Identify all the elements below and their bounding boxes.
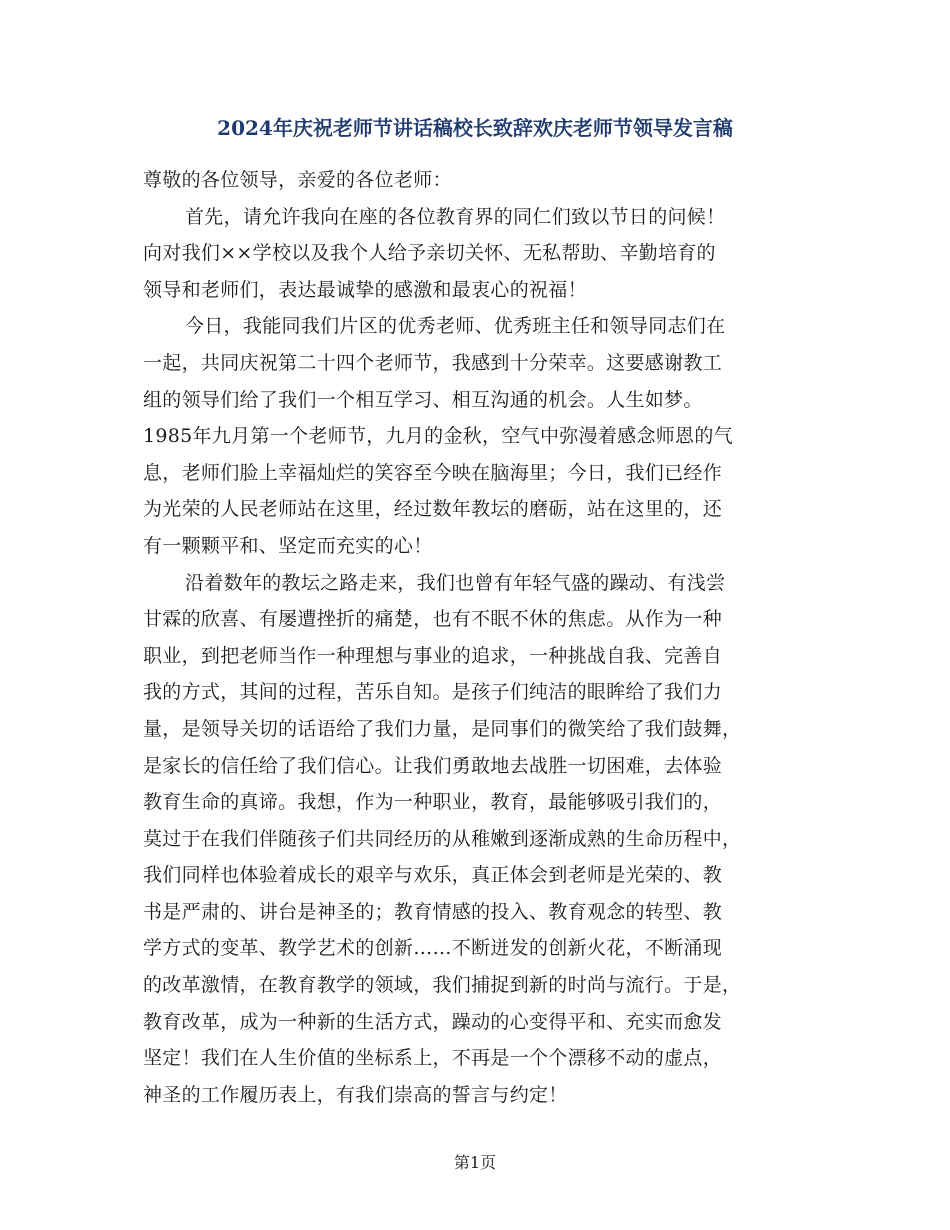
salutation-line: 尊敬的各位领导，亲爱的各位老师：	[143, 169, 452, 191]
paragraph-line: 的改革激情，在教育教学的领域，我们捕捉到新的时尚与流行。于是，	[143, 974, 742, 997]
paragraph-line: 甘霖的欣喜、有屡遭挫折的痛楚，也有不眠不休的焦虑。从作为一种	[143, 608, 723, 631]
paragraph-line: 莫过于在我们伴随孩子们共同经历的从稚嫩到逐渐成熟的生命历程中，	[143, 827, 742, 850]
paragraph-line: 首先，请允许我向在座的各位教育界的同仁们致以节日的问候！	[185, 205, 726, 228]
paragraph-line: 神圣的工作履历表上，有我们崇高的誓言与约定！	[143, 1083, 568, 1106]
paragraph-line: 量，是领导关切的话语给了我们力量，是同事们的微笑给了我们鼓舞，	[143, 717, 742, 740]
paragraph-line: 今日，我能同我们片区的优秀老师、优秀班主任和领导同志们在	[185, 315, 726, 338]
paragraph-line: 组的领导们给了我们一个相互学习、相互沟通的机会。人生如梦。	[143, 388, 703, 411]
paragraph-line: 沿着数年的教坛之路走来，我们也曾有年轻气盛的躁动、有浅尝	[185, 571, 726, 594]
document-title: 2024年庆祝老师节讲话稿校长致辞欢庆老师节领导发言稿	[217, 116, 733, 140]
paragraph-line: 向对我们××学校以及我个人给予亲切关怀、无私帮助、辛勤培育的	[143, 242, 716, 265]
paragraph-line: 1985年九月第一个老师节，九月的金秋，空气中弥漫着感念师恩的气	[143, 425, 733, 448]
paragraph-line: 学方式的变革、教学艺术的创新……不断迸发的创新火花，不断涌现	[143, 937, 723, 960]
paragraph-line: 为光荣的人民老师站在这里，经过数年教坛的磨砺，站在这里的，还	[143, 498, 723, 521]
page-number: 第1页	[453, 1153, 497, 1172]
paragraph-line: 有一颗颗平和、坚定而充实的心！	[143, 534, 433, 557]
paragraph-line: 坚定！我们在人生价值的坐标系上，不再是一个个漂移不动的虚点，	[143, 1047, 723, 1070]
paragraph-line: 息，老师们脸上幸福灿烂的笑容至今映在脑海里；今日，我们已经作	[143, 461, 723, 484]
paragraph-line: 书是严肃的、讲台是神圣的；教育情感的投入、教育观念的转型、教	[143, 900, 723, 923]
paragraph-line: 我的方式，其间的过程，苦乐自知。是孩子们纯洁的眼眸给了我们力	[143, 681, 723, 704]
paragraph-line: 我们同样也体验着成长的艰辛与欢乐，真正体会到老师是光荣的、教	[143, 864, 723, 887]
paragraph-line: 一起，共同庆祝第二十四个老师节，我感到十分荣幸。这要感谢教工	[143, 351, 723, 374]
paragraph-line: 领导和老师们，表达最诚挚的感激和最衷心的祝福！	[143, 278, 587, 301]
paragraph-line: 职业，到把老师当作一种理想与事业的追求，一种挑战自我、完善自	[143, 644, 723, 667]
paragraph-line: 教育生命的真谛。我想，作为一种职业，教育，最能够吸引我们的，	[143, 791, 723, 814]
paragraph-line: 是家长的信任给了我们信心。让我们勇敢地去战胜一切困难，去体验	[143, 754, 723, 777]
document-body	[143, 162, 805, 1113]
paragraph-line: 教育改革，成为一种新的生活方式，躁动的心变得平和、充实而愈发	[143, 1010, 723, 1033]
